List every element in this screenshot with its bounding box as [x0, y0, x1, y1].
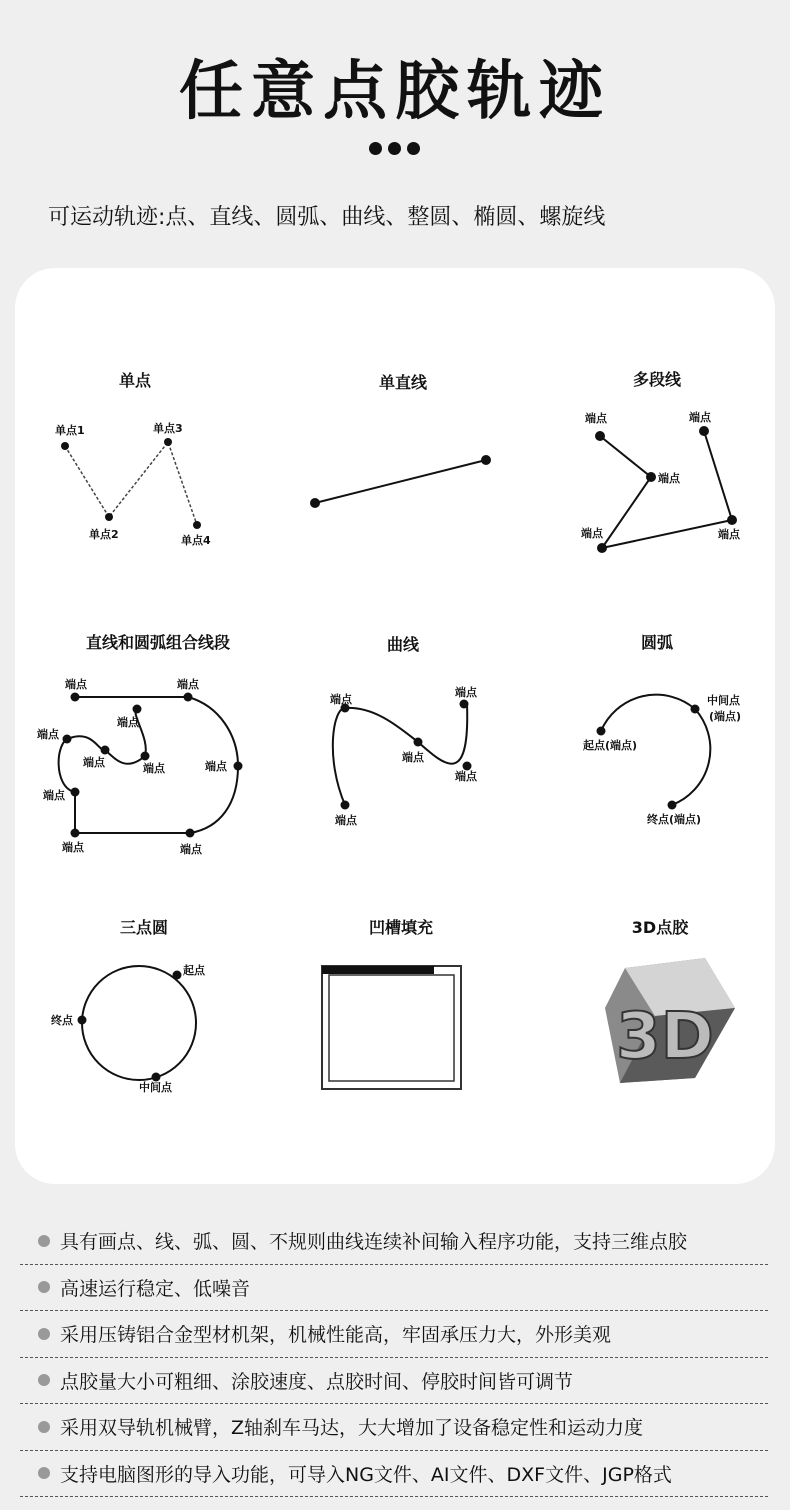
- point-marker: [61, 442, 69, 450]
- point-label: 端点: [585, 412, 607, 425]
- dotted-path: [65, 442, 197, 525]
- cell-title-3d-dispense: 3D点胶: [631, 918, 689, 937]
- point-marker: [691, 705, 700, 714]
- feature-item: [20, 1311, 768, 1358]
- point-marker: [186, 829, 195, 838]
- cell-title-curve: 曲线: [386, 635, 420, 654]
- circle-start-label: 起点: [183, 964, 205, 977]
- point-marker: [133, 705, 142, 714]
- point-marker: [481, 455, 491, 465]
- cell-title-groove-fill: 凹槽填充: [368, 918, 434, 937]
- bullet-icon: [38, 1281, 50, 1293]
- point-marker: [71, 829, 80, 838]
- point-label: 端点: [455, 686, 477, 699]
- point-label: 端点: [335, 814, 357, 827]
- circle-path: [82, 966, 196, 1080]
- cell-title-three-point-circle: 三点圆: [119, 918, 169, 937]
- cell-3d-dispense: [605, 918, 735, 1083]
- bullet-icon: [38, 1421, 50, 1433]
- feature-item: [20, 1218, 768, 1265]
- feature-text: 具有画点、线、弧、圆、不规则曲线连续补间输入程序功能，支持三维点胶: [60, 1231, 688, 1254]
- point-label: 端点: [402, 751, 424, 764]
- point-label: 端点: [65, 678, 87, 691]
- cell-curve: [329, 635, 478, 827]
- point-label: 端点: [205, 760, 227, 773]
- polyline-path: [600, 431, 732, 548]
- point-label: 端点: [180, 843, 202, 856]
- curve-path: [333, 704, 467, 805]
- point-marker: [310, 498, 320, 508]
- point-marker: [184, 693, 193, 702]
- feature-item: [20, 1404, 768, 1451]
- cell-single-line: [310, 373, 491, 508]
- cell-arc: [583, 633, 741, 826]
- point-label: 单点2: [89, 528, 119, 541]
- cell-title-polyline: 多段线: [632, 370, 682, 389]
- circle-mid-label: 中间点: [139, 1081, 172, 1094]
- point-marker: [105, 513, 113, 521]
- point-marker: [173, 971, 182, 980]
- point-marker: [597, 543, 607, 553]
- cell-title-single-line: 单直线: [378, 373, 428, 392]
- point-marker: [101, 746, 110, 755]
- point-label: 端点: [83, 756, 105, 769]
- point-marker: [63, 735, 72, 744]
- point-label: 端点: [143, 762, 165, 775]
- point-label: 端点: [37, 728, 59, 741]
- page-title: 任意点胶轨迹: [179, 55, 611, 129]
- point-marker: [341, 801, 350, 810]
- bullet-icon: [38, 1374, 50, 1386]
- line-segment: [315, 460, 486, 503]
- point-marker: [597, 727, 606, 736]
- page-subtitle: 可运动轨迹:点、直线、圆弧、曲线、整圆、椭圆、螺旋线: [48, 205, 606, 230]
- cell-single-point: [55, 371, 211, 547]
- point-marker: [595, 431, 605, 441]
- cell-polyline: [580, 370, 741, 553]
- point-label: 端点: [177, 678, 199, 691]
- groove-fill-bar: [322, 966, 434, 974]
- bullet-icon: [38, 1467, 50, 1479]
- point-marker: [164, 438, 172, 446]
- point-label: 端点: [658, 472, 680, 485]
- arc-start-label: 起点(端点): [583, 739, 638, 752]
- feature-item: [20, 1358, 768, 1405]
- circle-end-label: 终点: [51, 1014, 73, 1027]
- arc-mid-label: 中间点: [707, 694, 740, 707]
- bullet-icon: [38, 1235, 50, 1247]
- arc-mid-label-2: (端点): [709, 710, 742, 723]
- cell-title-line-arc-combo: 直线和圆弧组合线段: [85, 633, 231, 652]
- point-marker: [71, 788, 80, 797]
- trajectory-diagrams: [15, 268, 775, 1184]
- point-marker: [414, 738, 423, 747]
- point-label: 端点: [718, 528, 740, 541]
- point-label: 单点4: [181, 534, 211, 547]
- point-label: 单点1: [55, 424, 85, 437]
- point-label: 端点: [689, 411, 711, 424]
- feature-text: 支持电脑图形的导入功能，可导入NG文件、AI文件、DXF文件、JGP格式: [60, 1463, 672, 1486]
- point-marker: [727, 515, 737, 525]
- feature-list: [20, 1218, 768, 1497]
- point-marker: [460, 700, 469, 709]
- cell-groove-fill: [322, 918, 461, 1089]
- cell-title-arc: 圆弧: [640, 633, 674, 652]
- feature-text: 采用双导轨机械臂，Z轴刹车马达，大大增加了设备稳定性和运动力度: [60, 1417, 644, 1440]
- point-marker: [646, 472, 656, 482]
- point-label: 端点: [455, 770, 477, 783]
- point-label: 端点: [62, 841, 84, 854]
- point-marker: [668, 801, 677, 810]
- trajectory-card: [15, 268, 775, 1184]
- point-marker: [141, 752, 150, 761]
- feature-text: 采用压铸铝合金型材机架，机械性能高，牢固承压力大，外形美观: [60, 1324, 612, 1347]
- point-marker: [71, 693, 80, 702]
- feature-item: [20, 1451, 768, 1498]
- logo-3d-icon: 3D: [616, 1000, 714, 1074]
- groove-inner: [329, 975, 454, 1081]
- bullet-icon: [38, 1328, 50, 1340]
- point-label: 端点: [117, 716, 139, 729]
- feature-item: [20, 1265, 768, 1312]
- point-marker: [193, 521, 201, 529]
- feature-text: 高速运行稳定、低噪音: [60, 1277, 251, 1300]
- point-label: 单点3: [153, 422, 183, 435]
- decorative-dots: [369, 140, 429, 154]
- point-label: 端点: [581, 527, 603, 540]
- cell-title-single-point: 单点: [118, 371, 152, 390]
- point-marker: [234, 762, 243, 771]
- point-label: 端点: [330, 693, 352, 706]
- feature-text: 点胶量大小可粗细、涂胶速度、点胶时间、停胶时间皆可调节: [60, 1370, 574, 1393]
- cell-line-arc-combo: [36, 633, 243, 856]
- point-marker: [699, 426, 709, 436]
- arc-end-label: 终点(端点): [647, 813, 702, 826]
- point-label: 端点: [43, 789, 65, 802]
- point-marker: [78, 1016, 87, 1025]
- cell-three-point-circle: [51, 918, 206, 1094]
